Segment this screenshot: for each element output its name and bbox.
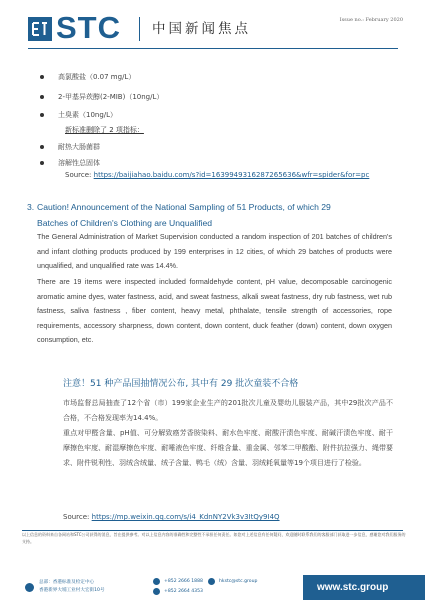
header-rule <box>28 48 398 49</box>
article-number: 3. <box>27 202 35 212</box>
article-paragraph: There are 19 items were inspected included formaldehyde content, pH value, decomposable carcinogenic aromatic amine dyes, water fastness, acid, and sweat fastness, alkali sweat fastness, dry rub fastness, wet rub fastness, saliva fastness , fiber content, heavy metal, phthalate, tensile strength of accessories, rope requirements, accessory sharpness, down content, down content, duck feather (down) content, down oxygen consumption, etc. <box>37 277 392 344</box>
footer-fax: +852 2664 4353 <box>164 589 203 594</box>
source-link[interactable]: https://baijiahao.baidu.com/s?id=1639949316287265636&wfr=spider&for=pc <box>93 171 370 179</box>
bullet-icon <box>40 145 44 149</box>
logo-divider <box>139 17 140 41</box>
footer-email[interactable]: hkstc@stc.group <box>219 579 258 584</box>
bullet-icon <box>40 75 44 79</box>
article-title-line: Caution! Announcement of the National Sampling of 51 Products, of which 29 <box>37 202 331 212</box>
source-link[interactable]: https://mp.weixin.qq.com/s/i4_KdnNY2Vk3v3ItQy9I4Q <box>91 513 280 521</box>
removed-indicators-heading: 新标准删除了 2 项指标： <box>65 126 144 134</box>
source-line <box>65 170 369 180</box>
phone-icon <box>153 578 160 585</box>
bullet-icon <box>40 161 44 165</box>
bullet-icon <box>40 95 44 99</box>
logo-wordmark: STC <box>56 10 121 45</box>
source-label: Source: <box>65 171 94 179</box>
footer-brand-bar <box>303 575 425 600</box>
fax-icon <box>153 588 160 595</box>
footer-address: 香港新界大埔工业村大宏街10号 <box>39 588 105 593</box>
page-header <box>0 0 425 50</box>
bullet-icon <box>40 113 44 117</box>
publication-title: 中国新闻焦点 <box>152 21 251 37</box>
footer-phone: +852 2666 1888 <box>164 579 203 584</box>
source-label: Source: <box>63 513 92 521</box>
issue-number: Issue no.: February 2020 <box>339 17 403 23</box>
disclaimer-text: 以上信息的资料来自各网站和STC公司获得的消息，旨在提供参考。对以上信息内容的准确性和完整性不承担任何责任。如您对上述信息有任何疑问，欢迎随时联系我们的客服部门获取进一步信息，感谢您对我们服务的支持。 <box>22 532 406 544</box>
article-paragraph-cn: 市场监督总局抽查了12个省（市）199家企业生产的201批次儿童及婴幼儿服装产品，其中29批次产品不合格，不合格发现率为14.4%。 <box>63 399 393 422</box>
footer-contact <box>25 575 285 600</box>
article-paragraph-cn: 重点对甲醛含量、pH值、可分解致癌芳香胺染料、耐水色牢度、耐酸汗渍色牢度、耐碱汗渍色牢度、耐干摩擦色牢度、耐湿摩擦色牢度、耐唾液色牢度、纤维含量、重金属、邻苯二甲酸酯、附件抗拉强力、绳带要求、附件锐利性、羽绒含绒量、绒子含量、鸭毛（绒）含量、羽绒耗氧量等19个项目进行了检验。 <box>63 429 393 467</box>
location-icon <box>25 583 34 592</box>
stc-logo-icon <box>28 17 52 41</box>
email-icon <box>208 578 215 585</box>
article-heading <box>27 200 393 231</box>
source-line <box>63 512 280 522</box>
article-title-line: Batches of Children's Clothing are Unqualified <box>37 217 213 228</box>
disclaimer-rule <box>22 530 403 531</box>
footer-website-link[interactable]: www.stc.group <box>317 582 389 593</box>
article-heading-cn: 注意！51 种产品国抽情况公布, 其中有 29 批次童装不合格 <box>63 379 299 389</box>
footer-org: 总部：香港标准及检定中心 <box>39 580 95 585</box>
page-footer <box>0 575 425 600</box>
article-paragraph: The General Administration of Market Supervision conducted a random inspection of 201 batches of children's and infant clothing products produced by 199 enterprises in 12 cities, of which 29 batches of products were unqualified, and unqualified rate was 14.4%. <box>37 232 392 270</box>
